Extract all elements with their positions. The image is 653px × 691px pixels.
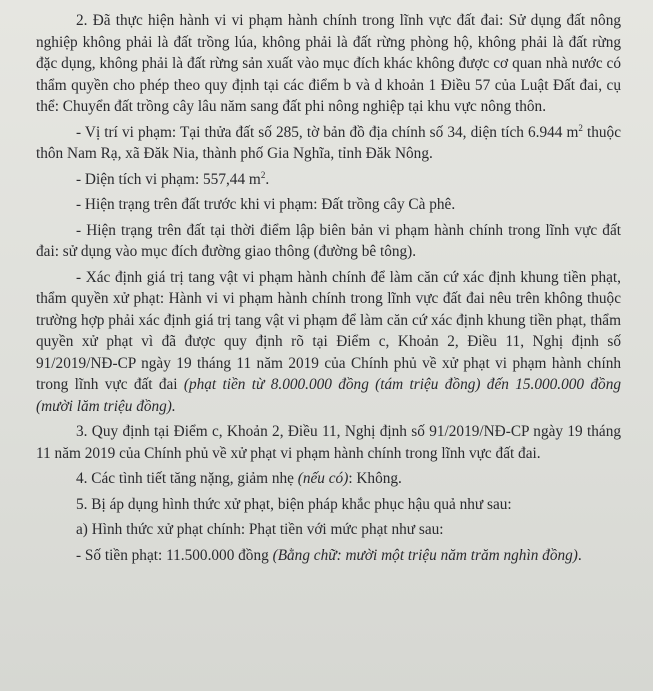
area-text-end: . — [265, 170, 270, 188]
paragraph-penalty-forms: 5. Bị áp dụng hình thức xử phạt, biện pháp khắc phục hậu quả như sau: — [76, 495, 512, 513]
location-text: - Vị trí vi phạm: Tại thửa đất số 285, tờ bản đồ địa chính số 34, diện tích 6.944 m — [76, 123, 579, 141]
fine-amount-end: . — [577, 546, 582, 564]
paragraph-status-current: - Hiện trạng trên đất tại thời điểm lập biên bản vi phạm hành chính trong lĩnh vực đất đai: sử dụng vào mục đích đường giao thông (đường bê tông). — [36, 221, 621, 260]
paragraph-violation-act: 2. Đã thực hiện hành vi vi phạm hành chính trong lĩnh vực đất đai: Sử dụng đất nông nghiệp không phải là đất trồng lúa, không phải là đất rừng phòng hộ, không phải là đất rừng đặc dụng, không phải là đất rừng sản xuất vào mục đích khác không được cơ quan nhà nước có thẩm quyền cho phép theo quy định tại các điểm b và d khoản 1 Điều 57 của Luật Đất đai, cụ thể: Chuyển đất trồng cây lâu năm sang đất phi nông nghiệp tại khu vực nông thôn. — [36, 12, 621, 115]
superscript: 2 — [578, 122, 583, 133]
fine-range-text: (phạt tiền từ 8.000.000 đồng (tám triệu đồng) đến 15.000.000 đồng (mười lăm triệu đồng). — [36, 376, 622, 415]
paragraph-violation-area — [36, 169, 621, 191]
exhibit-text: - Xác định giá trị tang vật vi phạm hành chính để làm căn cứ xác định khung tiền phạt, thẩm quyền xử phạt: Hành vi vi phạm hành chính trong lĩnh vực đất đai nêu trên không thuộc trường hợp phải xác định giá trị tang vật vi phạm để làm căn cứ xác định khung tiền phạt, thẩm quyền xử phạt vì đã được quy định rõ tại Điểm c, Khoản 2, Điều 11, Nghị định số 91/2019/NĐ-CP ngày 19 tháng 11 năm 2019 của Chính phủ về xử phạt vi phạm hành chính trong lĩnh vực đất đai — [36, 268, 621, 393]
paragraph-exhibit-value — [36, 267, 621, 418]
paragraph-status-before: - Hiện trạng trên đất trước khi vi phạm: Đất trồng cây Cà phê. — [76, 196, 456, 213]
fine-amount-text: - Số tiền phạt: 11.500.000 đồng — [76, 546, 273, 564]
location-text-end: thuộc thôn Nam Rạ, xã Đăk Nia, thành phố Gia Nghĩa, tỉnh Đăk Nông. — [36, 123, 621, 162]
paragraph-regulation: 3. Quy định tại Điểm c, Khoản 2, Điều 11, Nghị định số 91/2019/NĐ-CP ngày 19 tháng 11 năm 2019 của Chính phủ về xử phạt vi phạm hành chính trong lĩnh vực đất đai. — [36, 423, 621, 462]
paragraph-main-penalty: a) Hình thức xử phạt chính: Phạt tiền với mức phạt như sau: — [76, 521, 444, 538]
circumstances-answer: : Không. — [348, 470, 402, 487]
paragraph-fine-amount — [36, 545, 621, 567]
superscript: 2 — [260, 169, 266, 180]
circumstances-note: (nếu có) — [297, 470, 349, 487]
fine-amount-words: (Bằng chữ: mười một triệu năm trăm nghìn đồng) — [272, 546, 578, 564]
paragraph-circumstances — [36, 468, 621, 490]
document-body — [36, 10, 621, 566]
circumstances-text: 4. Các tình tiết tăng nặng, giảm nhẹ — [76, 470, 298, 487]
paragraph-violation-location — [36, 122, 621, 165]
area-text: - Diện tích vi phạm: 557,44 m — [76, 170, 261, 188]
